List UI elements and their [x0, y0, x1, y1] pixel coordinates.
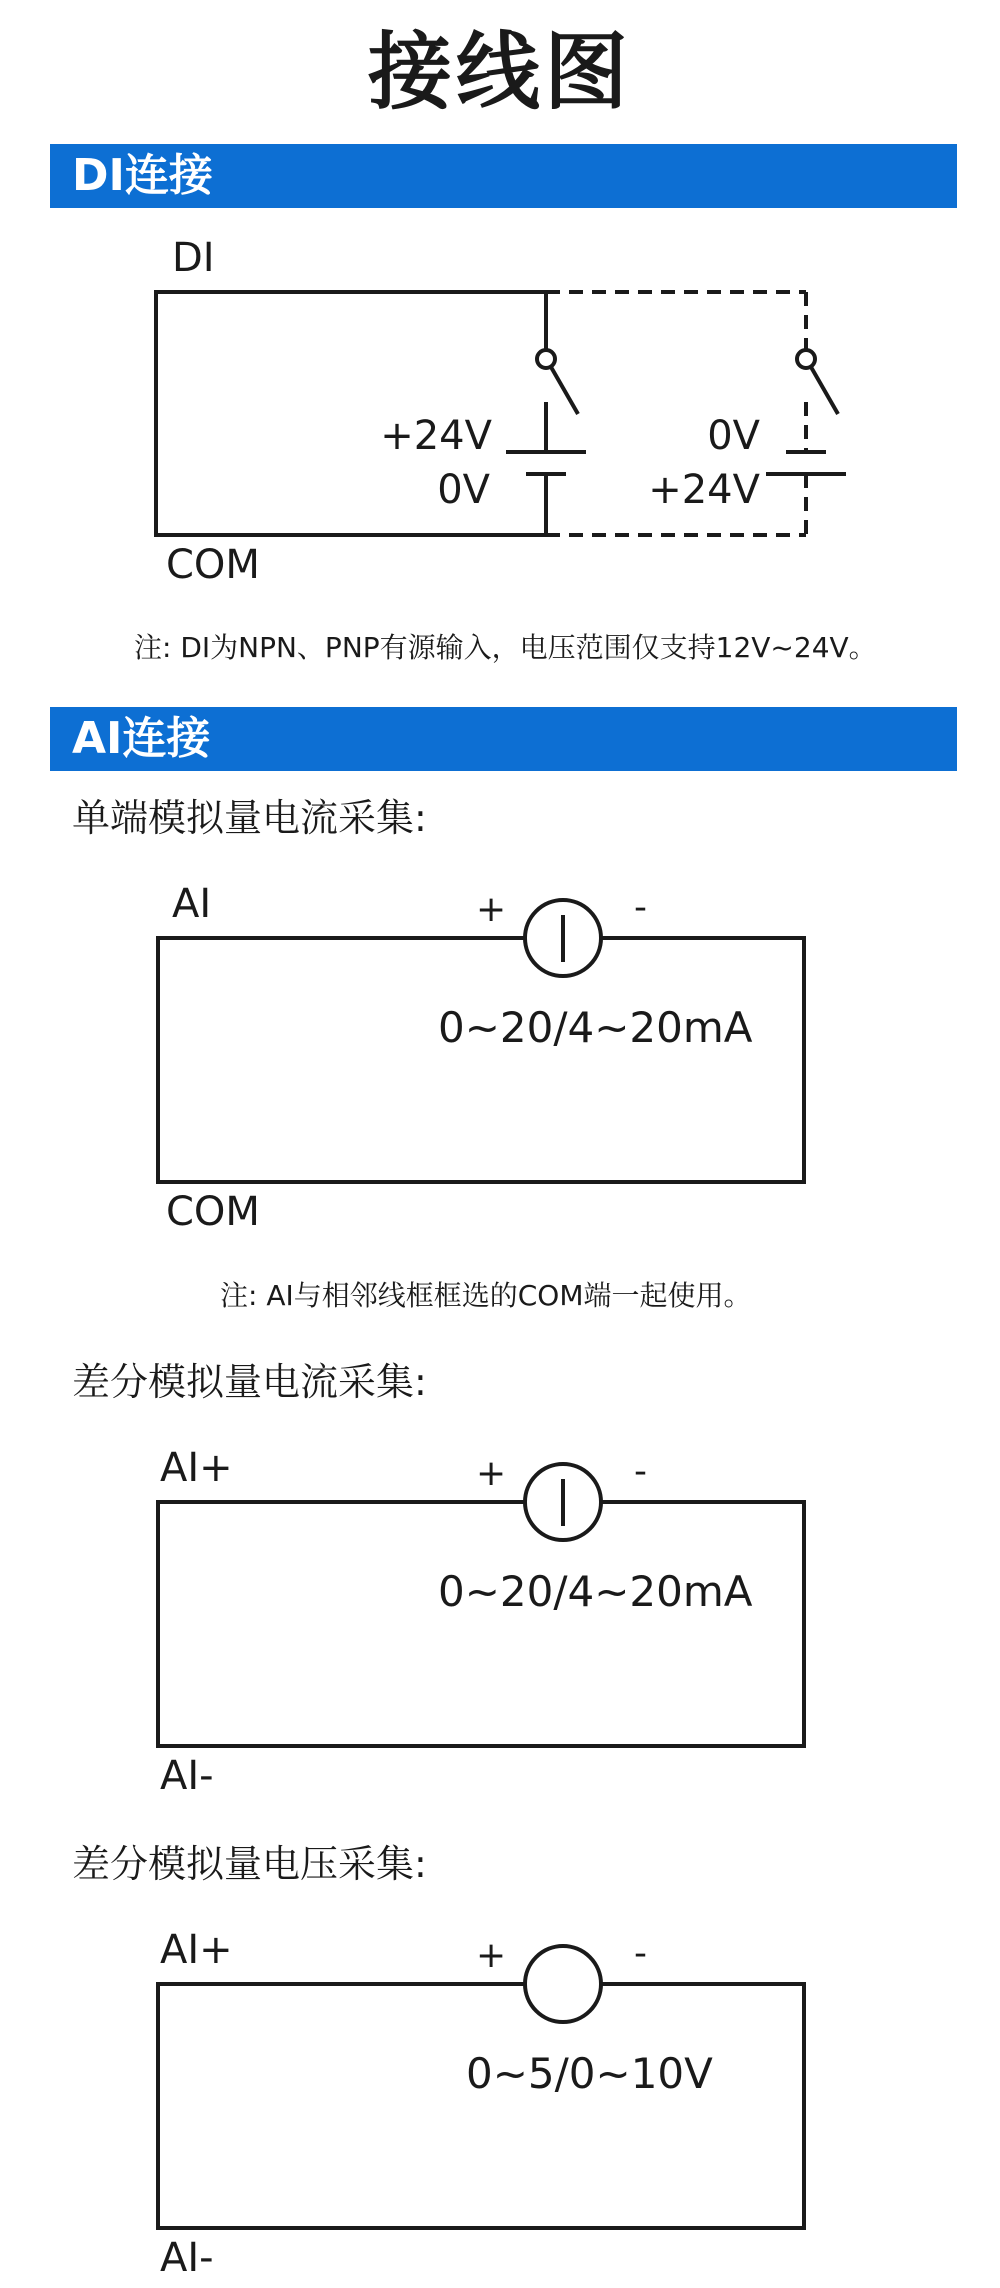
diff-voltage-subtitle: 差分模拟量电压采集: — [72, 1842, 427, 1886]
single-current-range: 0~20/4~20mA — [438, 1003, 753, 1052]
diff-voltage-plus: + — [476, 1935, 507, 1976]
diff-voltage-loop — [158, 1984, 804, 2228]
di-right-switch-blade — [811, 367, 838, 414]
di-section-header: DI连接 — [50, 144, 957, 208]
single-current-loop — [158, 938, 804, 1182]
di-left-source-bottom: 0V — [437, 467, 490, 513]
diff-current-range: 0~20/4~20mA — [438, 1567, 753, 1616]
diff-voltage-label-ai-minus: AI- — [160, 2235, 214, 2281]
diff-current-minus: - — [634, 1451, 647, 1492]
single-current-plus: + — [476, 889, 507, 930]
single-current-label-ai: AI — [172, 881, 212, 927]
diff-voltage-range: 0~5/0~10V — [466, 2049, 713, 2098]
diff-current-label-ai-plus: AI+ — [160, 1445, 233, 1491]
di-label-com: COM — [166, 542, 260, 588]
di-right-source-top: 0V — [707, 413, 760, 459]
diff-current-loop — [158, 1502, 804, 1746]
diff-voltage-minus: - — [634, 1933, 647, 1974]
di-left-switch-blade — [551, 367, 578, 414]
diff-current-plus: + — [476, 1453, 507, 1494]
di-right-source-bottom: +24V — [648, 467, 760, 513]
di-left-switch-pivot — [537, 350, 555, 368]
di-right-switch-pivot — [797, 350, 815, 368]
diff-voltage-meter — [525, 1946, 601, 2022]
single-current-minus: - — [634, 887, 647, 928]
page-title: 接线图 — [367, 23, 632, 121]
di-left-source-top: +24V — [380, 413, 492, 459]
single-current-label-com: COM — [166, 1189, 260, 1235]
di-note: 注: DI为NPN、PNP有源输入，电压范围仅支持12V~24V。 — [134, 631, 877, 664]
diff-voltage-label-ai-plus: AI+ — [160, 1927, 233, 1973]
single-current-subtitle: 单端模拟量电流采集: — [72, 796, 427, 840]
di-label-di: DI — [172, 235, 215, 281]
diff-current-label-ai-minus: AI- — [160, 1753, 214, 1799]
diff-current-subtitle: 差分模拟量电流采集: — [72, 1360, 427, 1404]
single-current-note: 注: AI与相邻线框框选的COM端一起使用。 — [220, 1279, 752, 1312]
ai-section-header: AI连接 — [50, 707, 957, 771]
